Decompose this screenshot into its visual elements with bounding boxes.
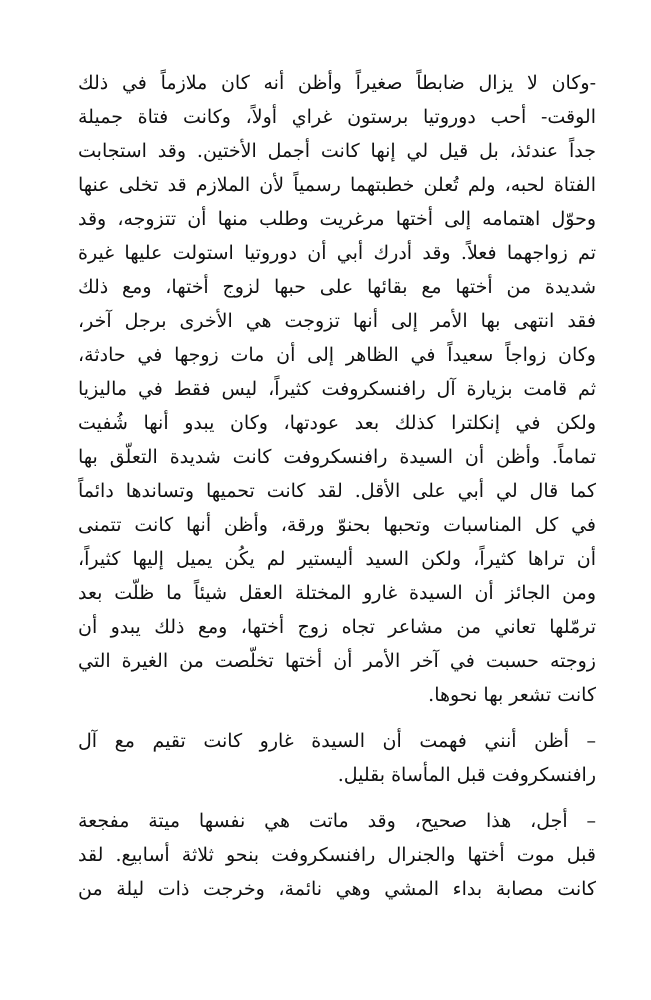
text-line: جداً عندئذ، بل قيل لي إنها كانت أجمل الأختين. وقد استجابت — [78, 140, 596, 162]
text-line: وكان زواجاً سعيداً في الظاهر إلى أن مات زوجها في حادثة، — [78, 344, 596, 366]
text-line: كانت مصابة بداء المشي وهي نائمة، وخرجت ذات ليلة من — [78, 878, 596, 900]
text-line: رافنسكروفت قبل المأساة بقليل. — [337, 764, 596, 786]
text-line: ثم قامت بزيارة آل رافنسكروفت كثيراً، ليس فقط في ماليزيا — [78, 378, 596, 400]
text-line: كانت تشعر بها نحوها. — [428, 684, 596, 706]
text-line: ولكن في إنكلترا كذلك بعد عودتها، وكان يبدو أنها شُفيت — [78, 412, 596, 434]
text-line: ومن الجائز أن السيدة غارو المختلة العقل شيئاً ما ظلّت بعد — [78, 582, 596, 604]
text-line: الفتاة لحبه، ولم تُعلن خطبتهما رسمياً لأن الملازم قد تخلى عنها — [78, 174, 596, 196]
text-line: أن تراها كثيراً، ولكن السيد أليستير لم يكُن يميل إليها كثيراً، — [78, 548, 596, 570]
book-page-text — [78, 66, 596, 918]
text-line: تم زواجهما فعلاً. وقد أدرك أبي أن دوروتيا استولت عليها غيرة — [78, 242, 596, 264]
text-line: تماماً. وأظن أن السيدة رافنسكروفت كانت شديدة التعلّق بها — [78, 446, 596, 468]
text-line: – أجل، هذا صحيح، وقد ماتت هي نفسها ميتة مفجعة — [78, 810, 596, 832]
text-line: وحوّل اهتمامه إلى أختها مرغريت وطلب منها أن تتزوجه، وقد — [78, 208, 596, 230]
paragraph-1 — [78, 66, 596, 712]
text-line: – أظن أنني فهمت أن السيدة غارو كانت تقيم مع آل — [78, 730, 596, 752]
text-line: -وكان لا يزال ضابطاً صغيراً وأظن أنه كان ملازماً في ذلك — [78, 72, 596, 94]
text-line: فقد انتهى بها الأمر إلى أنها تزوجت هي الأخرى برجل آخر، — [78, 310, 596, 332]
text-line: الوقت- أحب دوروتيا برستون غراي أولاً، وكانت فتاة جميلة — [78, 106, 596, 128]
text-line: قبل موت أختها والجنرال رافنسكروفت بنحو ثلاثة أسابيع. لقد — [78, 844, 596, 866]
text-line: شديدة من أختها مع بقائها على حبها لزوج أختها، ومع ذلك — [78, 276, 596, 298]
text-line: زوجته حسبت في آخر الأمر أن أختها تخلّصت من الغيرة التي — [78, 650, 596, 672]
text-line: ترمّلها تعاني من مشاعر تجاه زوج أختها، ومع ذلك يبدو أن — [78, 616, 596, 638]
paragraph-3 — [78, 804, 596, 906]
paragraph-2 — [78, 724, 596, 792]
text-line: كما قال لي أبي على الأقل. لقد كانت تحميها وتساندها دائماً — [78, 480, 596, 502]
text-line: في كل المناسبات وتحبها بحنوّ ورقة، وأظن أنها كانت تتمنى — [78, 514, 596, 536]
